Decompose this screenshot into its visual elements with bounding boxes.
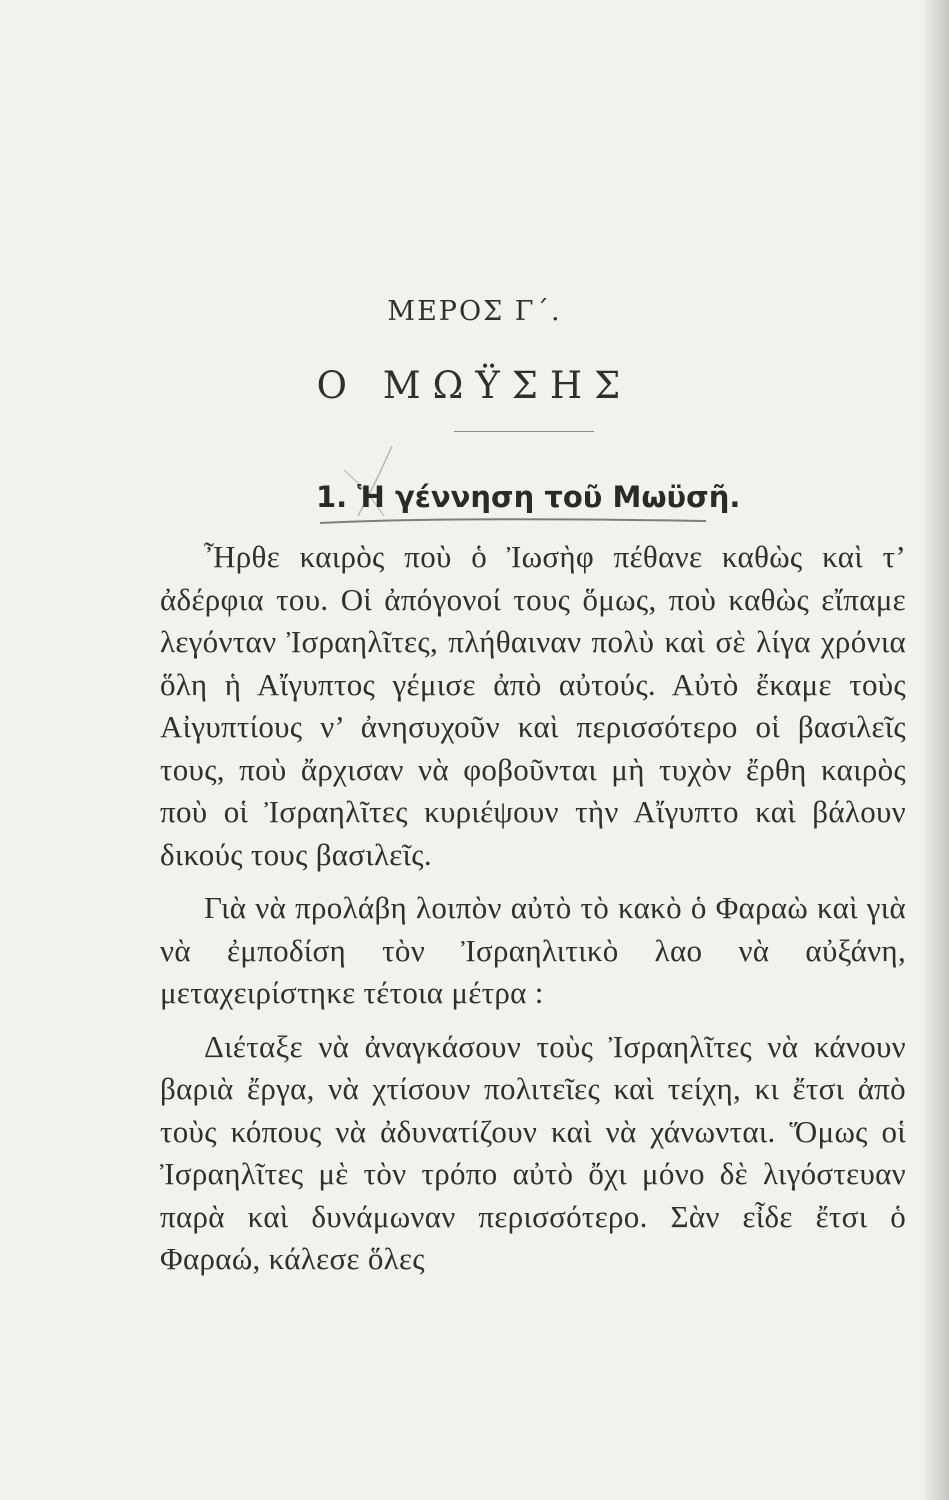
body-text xyxy=(160,536,906,1281)
pencil-underline-icon xyxy=(318,517,708,527)
paragraph-3: Διέταξε νὰ ἀναγκάσουν τοὺς Ἰσραηλῖτες νὰ κάνουν βαριὰ ἔργα, νὰ χτίσουν πολιτεῖες καὶ τείχη, κι ἔτσι ἀπὸ τοὺς κόπους νὰ ἀδυνατίζουν καὶ νὰ χάνωνται. Ὅμως οἱ Ἰσραηλῖτες μὲ τὸν τρόπο αὐτὸ ὄχι μόνο δὲ λιγόστευαν παρὰ καὶ δυνάμωναν περισσότερο. Σὰν εἶδε ἔτσι ὁ Φαραώ, κάλεσε ὅλες xyxy=(160,1028,906,1276)
chapter-heading: 1. Ἡ γέννηση τοῦ Μωϋσῆ. xyxy=(316,480,741,514)
paragraph-1: Ἦρθε καιρὸς ποὺ ὁ Ἰωσὴφ πέθανε καθὼς καὶ τ’ ἀδέρφια του. Οἱ ἀπόγονοί τους ὅμως, ποὺ καθὼς εἴπαμε λεγόνταν Ἰσραηλῖτες, πλήθαιναν πολὺ καὶ σὲ λίγα χρόνια ὅλη ἡ Αἴγυπτος γέμισε ἀπὸ αὐτούς. Αὐτὸ ἔκαμε τοὺς Αἰγυπτίους ν’ ἀνησυχοῦν καὶ περισσότερο οἱ βασιλεῖς τους, ποὺ ἄρχισαν νὰ φοβοῦνται μὴ τυχὸν ἔρθη καιρὸς ποὺ οἱ Ἰσραηλῖτες κυριέψουν τὴν Αἴγυπτο καὶ βάλουν δικούς τους βασιλεῖς. xyxy=(160,539,906,872)
part-heading: ΜΕΡΟΣ Γ΄. xyxy=(387,296,562,327)
title-divider xyxy=(454,431,594,432)
book-title: Ο ΜΩΫΣΗΣ xyxy=(316,364,633,407)
paragraph-2: Γιὰ νὰ προλάβη λοιπὸν αὐτὸ τὸ κακὸ ὁ Φαραὼ καὶ γιὰ νὰ ἐμποδίση τὸν Ἰσραηλιτικὸ λαο νὰ αὐξάνη, μεταχειρίστηκε τέτοια μέτρα : xyxy=(160,890,906,1010)
page-edge-shadow xyxy=(921,0,949,1500)
